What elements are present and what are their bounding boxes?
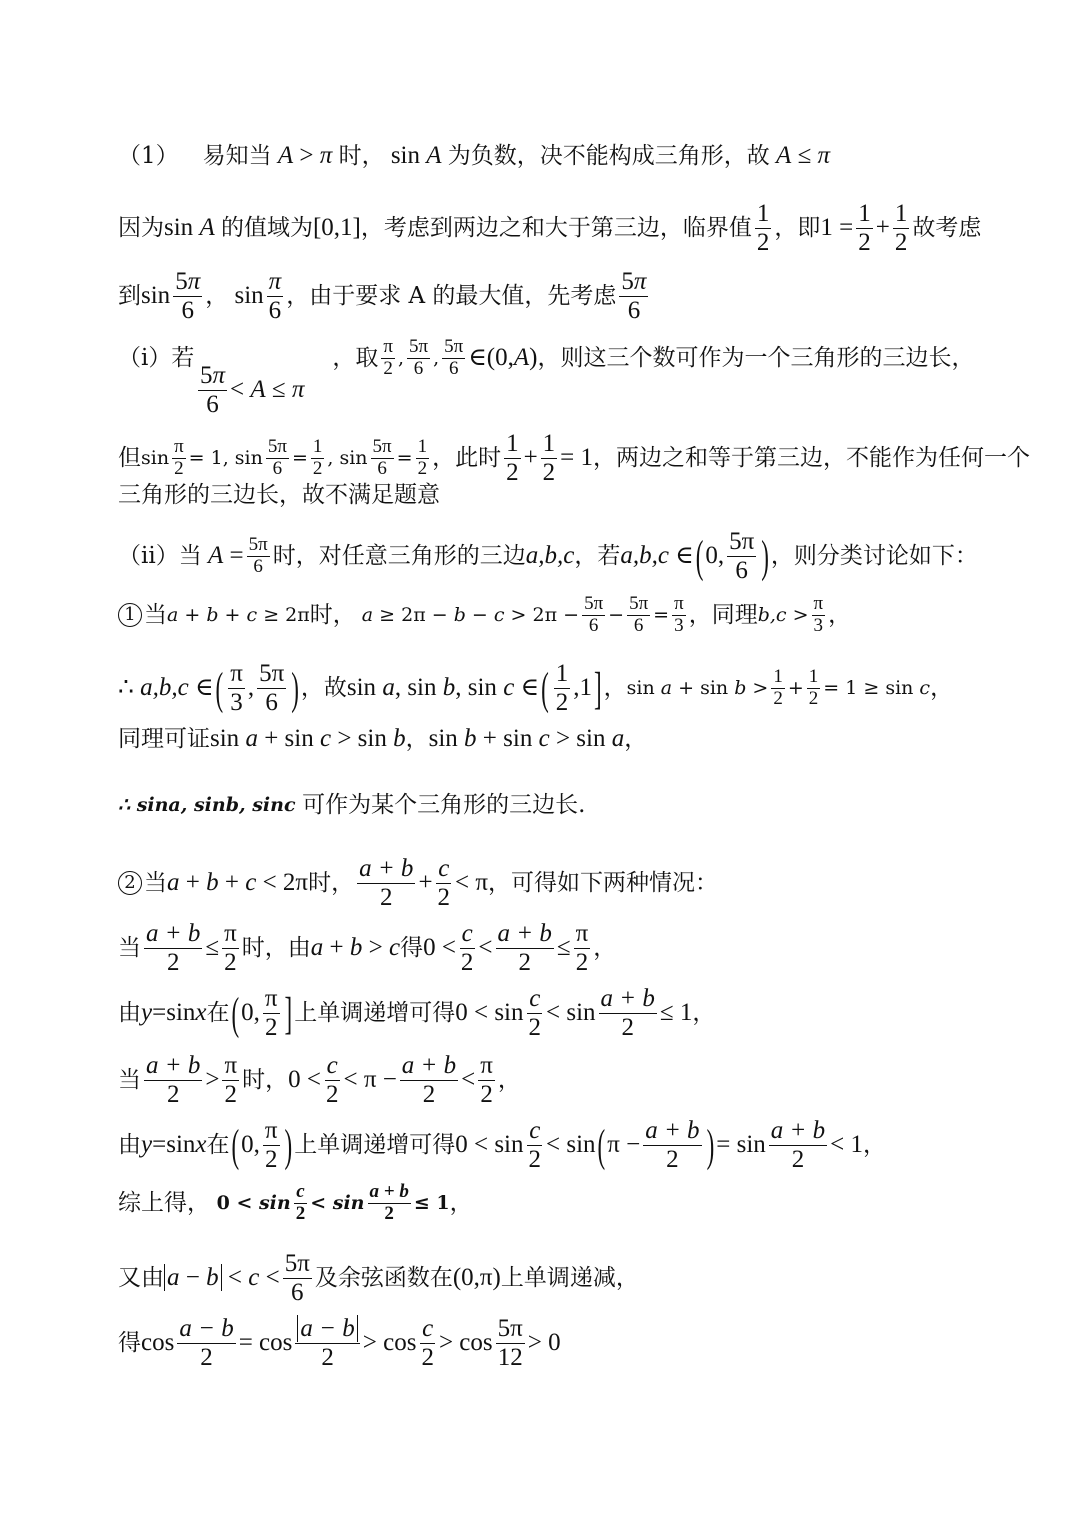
text: 因为: [118, 215, 164, 241]
text: ，: [449, 1190, 473, 1217]
line-4: （i）若 ，取 $\frac{\pi}{2}$ , $\frac{5\pi}{6}$ , $\frac{5\pi}{6}$ ∈(0,A) ，则这三个数可作为一个三角形的三边长，: [118, 336, 975, 379]
formula: y=sinx: [141, 999, 207, 1026]
text: 当: [118, 935, 141, 961]
fraction: $\frac{5\pi}{6}$: [200, 362, 226, 418]
text: 同理可证: [118, 726, 210, 752]
formula: ∈(0,A): [468, 344, 538, 372]
formula: [0,1]: [312, 214, 361, 241]
text: 三角形的三边长，故不满足题意: [118, 482, 440, 508]
text: ，: [863, 1132, 886, 1158]
text: ，: [497, 1067, 521, 1093]
text: 的值域为: [220, 215, 313, 241]
text: 当: [144, 870, 167, 896]
formula: a + b + c ≥ 2π: [167, 604, 310, 627]
formula: A =: [207, 542, 244, 569]
formula: < A ≤ π: [230, 376, 305, 403]
text: ，: [593, 935, 617, 961]
line-7: （ii）当 A = $\frac{5\pi}{6}$ 时，对任意三角形的三边 a,b,c ，若 a,b,c ∈ ( 0, $\frac{5\pi}{6}$ ) ，则分类讨论如下：: [118, 528, 978, 584]
formula: sin b + sin c > sin a: [428, 725, 625, 752]
line-13: 当 $\frac{a + b}{2}$ ≤ $\frac{\pi}{2}$ 时，由 a + b > c 得 0 < $\frac{c}{2}$ < $\frac{a + b}{2}$ ≤ $\frac{\pi}{2}$ ，: [118, 920, 617, 976]
fraction: $\frac{\pi}{6}$: [268, 268, 282, 324]
formula: A ≤ π: [776, 142, 831, 169]
text: 时，: [308, 870, 355, 896]
text: 故考虑: [912, 215, 982, 241]
line-6: [118, 480, 440, 510]
formula: y=sinx: [141, 1131, 207, 1158]
fraction: $\frac{5\pi}{6}$: [621, 268, 647, 324]
text: 时，: [309, 602, 356, 629]
text: ，故: [300, 675, 347, 701]
fraction: $\frac{5\pi}{6}$: [175, 268, 201, 324]
text: 时，对任意三角形的三边: [272, 543, 526, 569]
fraction: $\frac{1}{2}$: [894, 200, 908, 256]
line-3: [118, 268, 651, 324]
formula: sin: [228, 282, 264, 309]
text: ，两边之和等于第三边，不能作为任何一个: [593, 445, 1031, 471]
text: 综上得，: [118, 1190, 210, 1217]
formula: sin a + sin b >: [626, 677, 769, 699]
line-1: [118, 141, 830, 171]
text: 及余弦函数在: [314, 1265, 453, 1291]
formula: A > π: [277, 142, 333, 169]
formula: ∴ a,b,c ∈: [118, 674, 214, 701]
text: ，考虑到两边之和大于第三边，临界值: [360, 215, 752, 241]
formula: ∴ sina, sinb, sinc: [118, 794, 303, 816]
text: ，: [930, 675, 954, 701]
fraction: $\frac{5\pi}{6}$: [409, 336, 429, 379]
line-17: 综上得， 0 < sin $\frac{c}{2}$ < sin $\frac{a + b}{2}$ ≤ 1 ，: [118, 1181, 473, 1224]
text: ，: [692, 1000, 716, 1026]
text: 得: [400, 935, 424, 961]
case-label: （i）若: [118, 345, 195, 372]
text: 上单调递减，: [500, 1265, 639, 1291]
fraction: $\frac{5\pi}{6}$: [444, 336, 464, 379]
text: 得: [118, 1330, 141, 1356]
text: ，取: [332, 345, 379, 372]
line-11: [118, 790, 585, 820]
text: 时，由: [241, 935, 311, 961]
fraction: $\frac{1}{2}$: [756, 200, 770, 256]
text: ，则分类讨论如下：: [770, 543, 978, 569]
formula: 0 < sin: [210, 1192, 291, 1215]
text: 当: [118, 1067, 141, 1093]
text: 由: [118, 1000, 141, 1026]
fraction: $\frac{1}{2}$: [858, 200, 871, 256]
line-10: [118, 724, 647, 754]
line-9: ∴ a,b,c ∈ ( $\frac{\pi}{3}$ , $\frac{5\pi}{6}$ ) ，故 sin a, sin b, sin c ∈ ( $\frac{1}{2}$ ,1 ] ， sin a + sin b > $\frac{1}{2}$ + $\frac{1}{2}$ = 1 ≥ sin c ，: [118, 660, 954, 716]
circled-number: 2: [118, 871, 142, 895]
text: 可作为某个三角形的三边长.: [302, 792, 586, 818]
text: 到: [118, 283, 141, 309]
text: 又由: [118, 1265, 164, 1291]
formula: a − b < c <: [164, 1263, 280, 1293]
text: 由: [118, 1132, 141, 1158]
line-12: 2 当 a + b + c < 2π 时， $\frac{a + b}{2}$ + $\frac{c}{2}$ < π ，可得如下两种情况：: [118, 855, 718, 911]
text: ，: [405, 726, 429, 752]
line-14: 由 y=sinx 在 ( 0, $\frac{\pi}{2}$ ] 上单调递增可得 0 < sin $\frac{c}{2}$ < sin $\frac{a + b}{2}$ ≤ 1 ，: [118, 985, 716, 1041]
text: 易知当: [202, 143, 272, 169]
part-label: （1）: [118, 143, 179, 169]
formula: b,c >: [757, 604, 809, 627]
text: ，同理: [688, 602, 758, 629]
text: 在: [206, 1132, 230, 1158]
formula: a,b,c ∈: [620, 542, 694, 569]
line-2: 因为 sin A 的值域为 [0,1] ，考虑到两边之和大于第三边，临界值 $\frac{1}{2}$ ，即 1 = $\frac{1}{2}$ + $\frac{1}{2}$ 故考虑: [118, 200, 982, 256]
line-19: 得 cos $\frac{a - b}{2}$ = cos $\frac{a - b}{2}$ > cos $\frac{c}{2}$ > cos $\frac{5\pi}{12}$ > 0: [118, 1315, 561, 1371]
formula: a,b,c: [525, 542, 575, 569]
text: 为负数，决不能构成三角形，故: [447, 143, 770, 169]
formula: sin a + sin c > sin b: [210, 725, 406, 752]
formula: a ≥ 2π − b − c > 2π −: [361, 604, 580, 627]
formula: 1 =: [820, 214, 854, 241]
text: 上单调递增可得: [294, 1000, 456, 1026]
text: ，: [624, 726, 648, 752]
formula: sin A: [164, 214, 215, 241]
fraction: $\frac{\pi}{2}$: [383, 336, 393, 379]
text: ，由于要求 A 的最大值，先考虑: [286, 283, 617, 309]
text: 但: [118, 445, 141, 471]
text: ，此时: [432, 445, 502, 471]
text: 上单调递增可得: [294, 1132, 456, 1158]
text: 当: [144, 602, 167, 629]
formula: sin A: [384, 142, 442, 169]
text: 时，: [242, 1067, 289, 1093]
line-4b: [195, 362, 304, 418]
formula: sin: [141, 282, 171, 309]
circled-number: 1: [118, 603, 142, 627]
text: ，若: [574, 543, 621, 569]
text: ，则这三个数可作为一个三角形的三边长，: [537, 345, 975, 372]
case-label: （ii）当: [118, 543, 202, 569]
line-18: 又由 a − b < c < $\frac{5\pi}{6}$ 及余弦函数在 (0,π) 上单调递减，: [118, 1250, 639, 1306]
formula: a + b > c: [310, 934, 401, 961]
text: 在: [206, 1000, 230, 1026]
formula: (0,π): [452, 1264, 501, 1291]
text: 时，: [338, 143, 385, 169]
text: ，即: [774, 215, 821, 241]
line-16: 由 y=sinx 在 ( 0, $\frac{\pi}{2}$ ) 上单调递增可得 0 < sin $\frac{c}{2}$ < sin ( π − $\frac{a + b}{2}$ ) = sin $\frac{a + b}{2}$ < 1 ，: [118, 1117, 886, 1173]
line-5: 但 sin $\frac{\pi}{2}$ = 1, sin $\frac{5\pi}{6}$ = $\frac{1}{2}$ , sin $\frac{5\pi}{6}$ = $\frac{1}{2}$ ，此时 $\frac{1}{2}$ + $\frac{1}{2}$ = 1 ，两边之和等于第三边，不能作为任何一个: [118, 430, 1031, 486]
text: ，可得如下两种情况：: [488, 870, 719, 896]
text: ，: [205, 283, 229, 309]
text: ，: [828, 602, 852, 629]
line-15: 当 $\frac{a + b}{2}$ > $\frac{\pi}{2}$ 时， 0 < $\frac{c}{2}$ < π − $\frac{a + b}{2}$ < $\frac{\pi}{2}$ ，: [118, 1052, 521, 1108]
text: ，: [603, 675, 627, 701]
formula: sin: [141, 447, 170, 469]
formula: a + b + c < 2π: [167, 869, 309, 896]
line-8: 1 当 a + b + c ≥ 2π 时， a ≥ 2π − b − c > 2π − $\frac{5\pi}{6}$ − $\frac{5\pi}{6}$ = $\frac{\pi}{3}$ ，同理 b,c > $\frac{\pi}{3}$ ，: [118, 594, 851, 637]
formula: sin a, sin b, sin c ∈: [346, 674, 540, 701]
